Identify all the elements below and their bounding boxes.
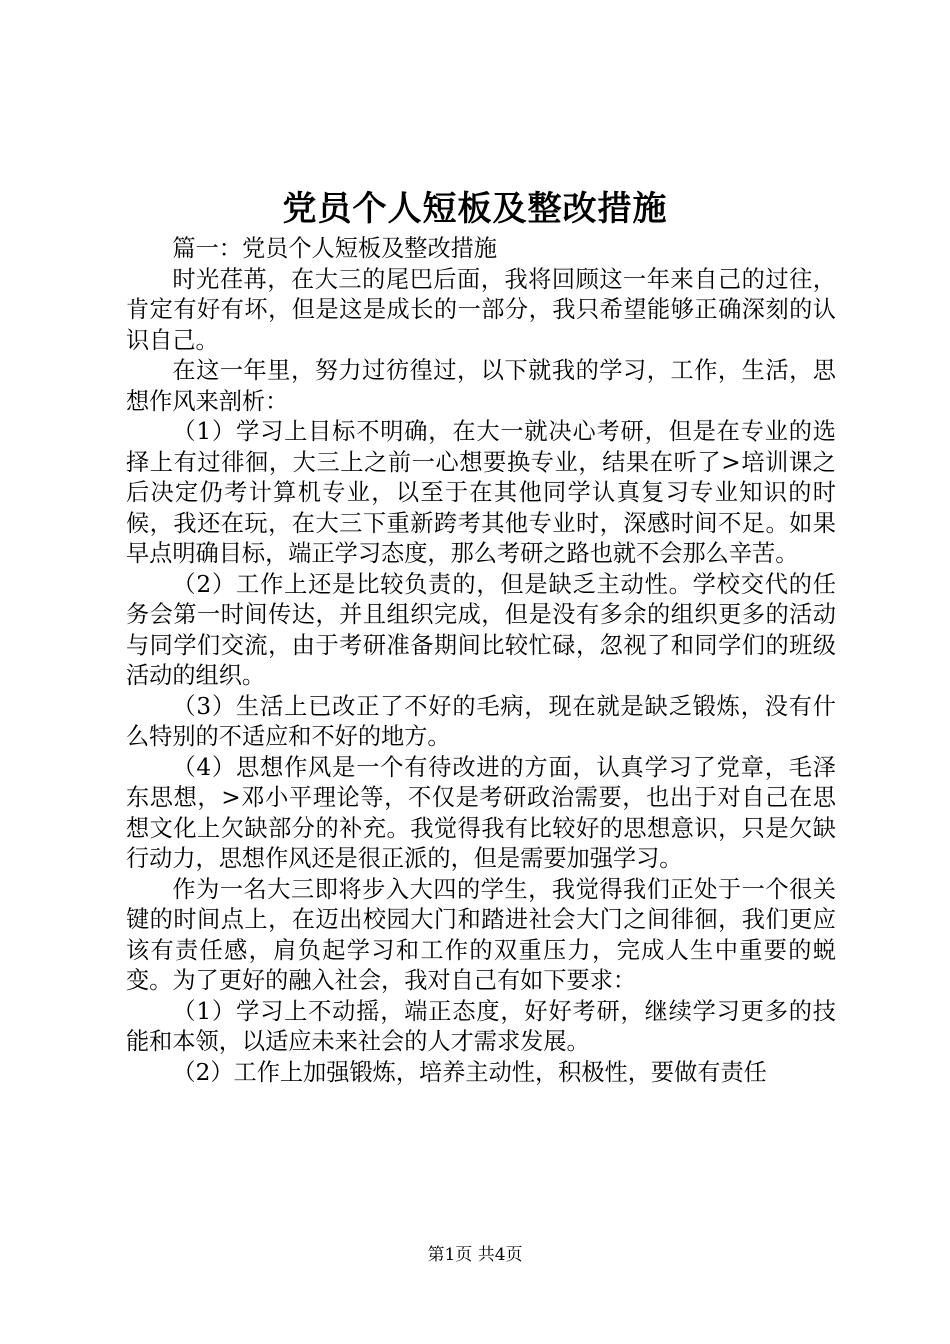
paragraph: （1）学习上不动摇，端正态度，好好考研，继续学习更多的技能和本领，以适应未来社会的人才需求发展。 — [126, 997, 836, 1055]
section-heading: 篇一：党员个人短板及整改措施 — [172, 235, 498, 262]
paragraph: （4）思想作风是一个有待改进的方面，认真学习了党章，毛泽东思想，>邓小平理论等，不仅是考研政治需要，也出于对自己在思想文化上欠缺部分的补充。我觉得我有比较好的思想意识，只是欠缺行动力，思想作风还是很正派的，但是需要加强学习。 — [126, 753, 836, 872]
paragraph: 作为一名大三即将步入大四的学生，我觉得我们正处于一个很关键的时间点上，在迈出校园大门和踏进社会大门之间徘徊，我们更应该有责任感，肩负起学习和工作的双重压力，完成人生中重要的蜕变。为了更好的融入社会，我对自己有如下要求： — [126, 875, 836, 994]
page-number-footer: 第1页 共4页 — [427, 1245, 523, 1265]
paragraph: （1）学习上目标不明确，在大一就决心考研，但是在专业的选择上有过徘徊，大三上之前一心想要换专业，结果在听了>培训课之后决定仍考计算机专业，以至于在其他同学认真复习专业知识的时候，我还在玩，在大三下重新跨考其他专业时，深感时间不足。如果早点明确目标，端正学习态度，那么考研之路也就不会那么辛苦。 — [126, 418, 836, 567]
paragraph: 时光荏苒，在大三的尾巴后面，我将回顾这一年来自己的过往，肯定有好有坏，但是这是成长的一部分，我只希望能够正确深刻的认识自己。 — [126, 265, 836, 354]
paragraph: （2）工作上加强锻炼，培养主动性，积极性，要做有责任 — [172, 1058, 767, 1086]
document-title: 党员个人短板及整改措施 — [282, 189, 668, 229]
paragraph: 在这一年里，努力过彷徨过，以下就我的学习，工作，生活，思想作风来剖析： — [126, 357, 836, 415]
document-body — [126, 234, 836, 1088]
paragraph: （3）生活上已改正了不好的毛病，现在就是缺乏锻炼，没有什么特别的不适应和不好的地方。 — [126, 692, 836, 750]
paragraph: （2）工作上还是比较负责的，但是缺乏主动性。学校交代的任务会第一时间传达，并且组织完成，但是没有多余的组织更多的活动与同学们交流，由于考研准备期间比较忙碌，忽视了和同学们的班级活动的组织。 — [126, 570, 836, 689]
